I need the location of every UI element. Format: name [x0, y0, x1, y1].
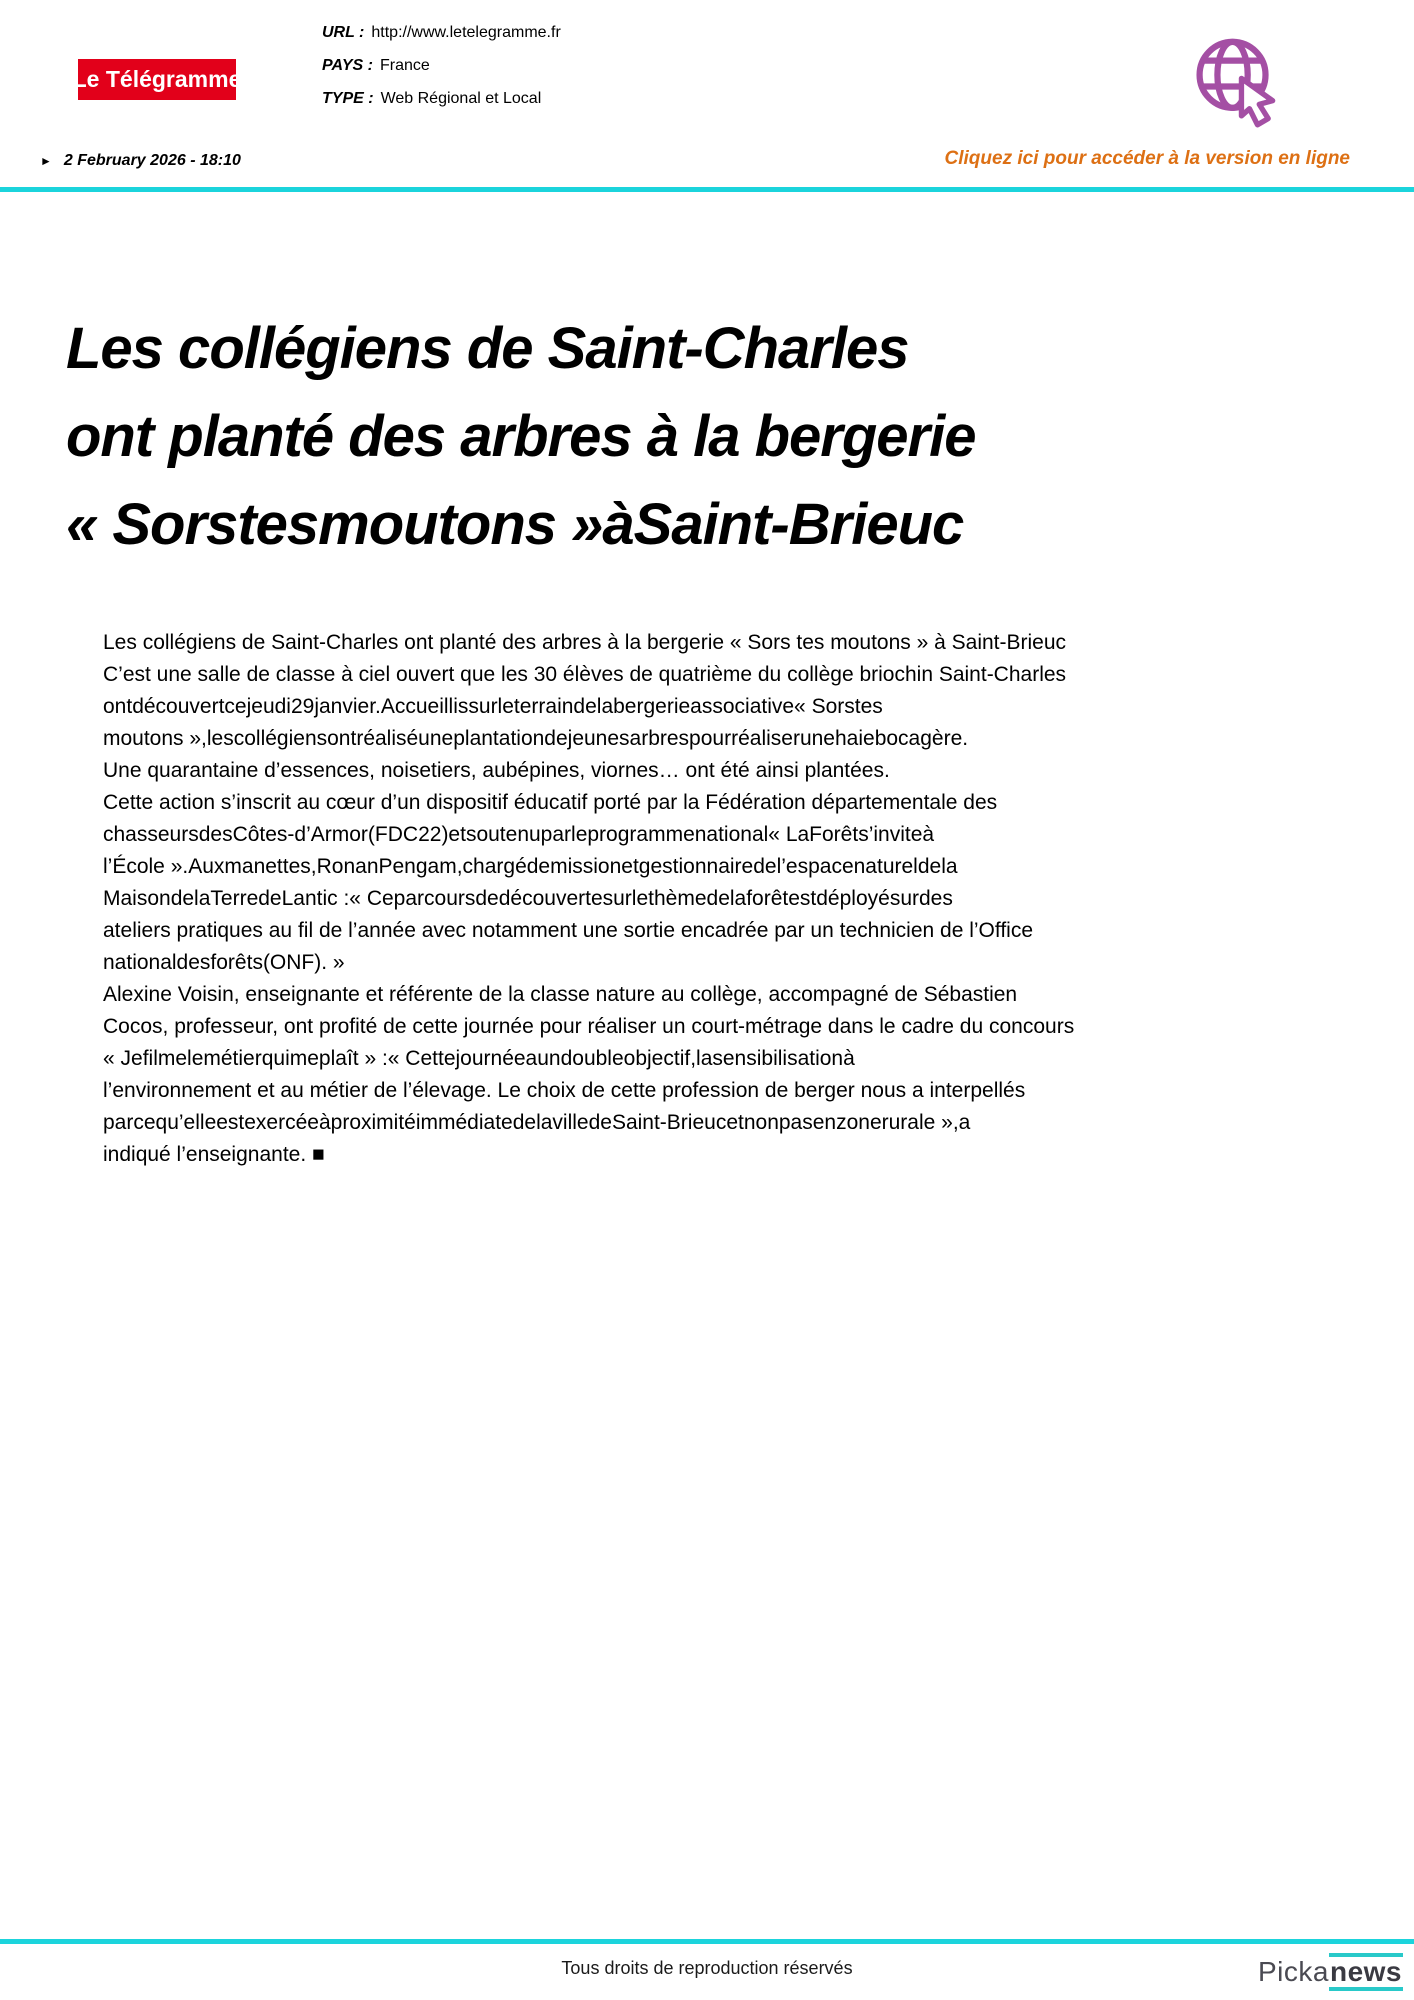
article-title [66, 305, 975, 569]
globe-with-cursor-icon[interactable] [1188, 28, 1286, 136]
play-triangle-icon: ► [40, 154, 52, 168]
article-body-line: Cette action s’inscrit au cœur d’un dispositif éducatif porté par la Fédération départementale des [103, 791, 998, 814]
meta-label: PAYS : [322, 56, 373, 74]
article-body-line: Alexine Voisin, enseignante et référente de la classe nature au collège, accompagné de Sébastien [103, 983, 1018, 1006]
meta-row [322, 49, 561, 82]
publication-date: 2 February 2026 - 18:10 [63, 152, 241, 169]
publication-meta [322, 16, 561, 115]
article-title-line: ont planté des arbres à la bergerie [66, 404, 976, 469]
pickanews-logo [1258, 1953, 1403, 1991]
meta-row [322, 16, 561, 49]
article-title-line: « Sorstesmoutons »àSaint-Brieuc [66, 492, 964, 557]
article-body-line: « Jefilmelemétierquimeplaît » :« Cettejournéeaundoubleobjectif,lasensibilisationà [103, 1047, 855, 1070]
meta-label: TYPE : [322, 89, 374, 107]
meta-value: http://www.letelegramme.fr [371, 23, 561, 41]
article-body-line: l’École ».Auxmanettes,RonanPengam,chargédemissionetgestionnairedel’espacenatureldela [103, 855, 958, 878]
header-divider [0, 187, 1414, 192]
article-body-line: l’environnement et au métier de l’élevage. Le choix de cette profession de berger nous a interpellés [103, 1079, 1026, 1102]
article-body [103, 627, 1343, 1171]
article-body-line: indiqué l’enseignante. ■ [103, 1143, 325, 1166]
meta-label: URL : [322, 23, 365, 41]
meta-value: France [379, 56, 430, 74]
article-body-line: moutons »,lescollégiensontréaliséuneplantationdejeunesarbrespourréaliserunehaiebocagère. [103, 727, 969, 750]
article-body-line: nationaldesforêts(ONF). » [103, 951, 345, 974]
article-body-line: Les collégiens de Saint-Charles ont planté des arbres à la bergerie « Sors tes moutons » à Saint-Brieuc [103, 631, 1067, 654]
article-body-line: ateliers pratiques au fil de l’année avec notamment une sortie encadrée par un technicien de l’Office [103, 919, 1034, 942]
online-version-link[interactable]: Cliquez ici pour accéder à la version en ligne [944, 148, 1350, 169]
le-telegramme-logo: Le Télégramme [78, 59, 236, 100]
copyright-notice: Tous droits de reproduction réservés [561, 1958, 853, 1978]
article-body-line: chasseursdesCôtes-d’Armor(FDC22)etsoutenuparleprogrammenational« LaForêts’inviteà [103, 823, 935, 846]
article-body-line: Cocos, professeur, ont profité de cette journée pour réaliser un court-métrage dans le cadre du concours [103, 1015, 1075, 1038]
dateline [40, 152, 241, 170]
pickanews-logo-prefix: Picka [1258, 1956, 1329, 1987]
article-body-line: MaisondelaTerredeLantic :« Ceparcoursdedécouvertesurlethèmedelaforêtestdéployésurdes [103, 887, 953, 910]
article-title-line: Les collégiens de Saint-Charles [66, 316, 909, 381]
article-body-line: C’est une salle de classe à ciel ouvert que les 30 élèves de quatrième du collège briochin Saint-Charles [103, 663, 1067, 686]
footer-divider [0, 1939, 1414, 1944]
article-body-line: parcequ’elleestexercéeàproximitéimmédiatedelavilledeSaint-Brieucetnonpasenzonerurale »,a [103, 1111, 971, 1134]
pickanews-logo-suffix: news [1329, 1953, 1403, 1991]
article-body-line: Une quarantaine d’essences, noisetiers, aubépines, viornes… ont été ainsi plantées. [103, 759, 890, 782]
meta-row [322, 82, 561, 115]
article-body-line: ontdécouvertcejeudi29janvier.Accueillissurleterraindelabergerieassociative« Sorstes [103, 695, 883, 718]
meta-value: Web Régional et Local [380, 89, 542, 107]
